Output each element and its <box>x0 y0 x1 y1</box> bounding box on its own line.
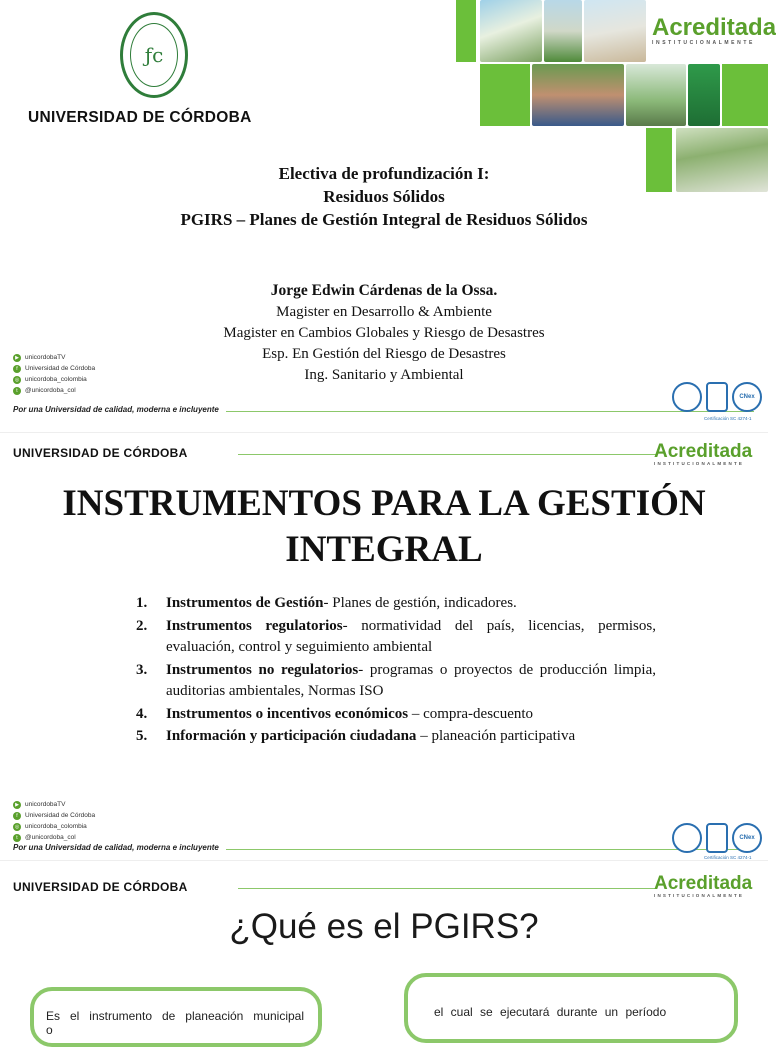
motto: Por una Universidad de calidad, moderna e incluyente <box>13 843 219 852</box>
list-item: 1. Instrumentos de Gestión- Planes de gestión, indicadores. <box>136 595 517 611</box>
list-item: 2. Instrumentos regulatorios- normatividad del país, licencias, permisos, evaluación, control y seguimiento ambiental <box>136 617 656 655</box>
green-accent-bar <box>456 0 476 62</box>
header-divider <box>238 454 656 455</box>
campus-photo <box>584 0 646 62</box>
university-name: UNIVERSIDAD DE CÓRDOBA <box>13 446 188 460</box>
twitter-icon: t <box>13 387 21 395</box>
social-handle[interactable]: Universidad de Córdoba <box>25 812 96 819</box>
campus-photo <box>626 64 686 126</box>
social-handle[interactable]: @unicordoba_col <box>25 387 76 394</box>
seal-initials: ƒc <box>130 23 178 87</box>
title-line: PGIRS – Planes de Gestión Integral de Residuos Sólidos <box>180 210 588 229</box>
title-line: INTEGRAL <box>285 529 483 570</box>
certification-logos <box>672 382 762 412</box>
social-handle[interactable]: Universidad de Córdoba <box>25 365 96 372</box>
author-degrees <box>0 302 768 386</box>
slide-title: ¿Qué es el PGIRS? <box>229 907 539 946</box>
green-accent-bar <box>480 64 530 126</box>
pgirs-slide <box>0 860 768 1037</box>
cert-note: Certificación SC 4274-1 <box>704 416 752 421</box>
title-line: Electiva de profundización I: <box>278 164 490 183</box>
title-line: Residuos Sólidos <box>323 187 445 206</box>
quality-cert-icon <box>672 823 702 853</box>
list-item: 5. Información y participación ciudadana – planeación participativa <box>136 728 576 744</box>
youtube-icon: ▶ <box>13 354 21 362</box>
icontec-cert-icon <box>706 823 728 853</box>
iqnet-cert-icon: CNex <box>732 382 762 412</box>
facebook-icon: f <box>13 812 21 820</box>
course-title <box>0 162 768 231</box>
youtube-icon: ▶ <box>13 801 21 809</box>
social-handle[interactable]: unicordoba_colombia <box>25 823 87 830</box>
social-links <box>13 799 95 843</box>
instruments-list <box>136 593 656 749</box>
accreditation-logo: Acreditada INSTITUCIONALMENTE <box>654 873 753 898</box>
definition-box-left <box>30 987 322 1047</box>
header-divider <box>238 888 656 889</box>
cert-note: Certificación SC 4274-1 <box>704 855 752 860</box>
campus-photo <box>688 64 720 126</box>
accreditation-logo: Acreditada INSTITUCIONALMENTE <box>654 441 753 466</box>
degree-line: Esp. En Gestión del Riesgo de Desastres <box>262 346 506 362</box>
university-seal-logo <box>120 12 188 98</box>
campus-photo <box>544 0 582 62</box>
definition-box-right <box>404 973 738 1043</box>
list-item: 4. Instrumentos o incentivos económicos – compra-descuento <box>136 705 534 722</box>
list-item: 3. Instrumentos no regulatorios- programas o proyectos de producción limpia, auditorias ambientales, Normas ISO <box>136 661 656 699</box>
definition-text: el cual se ejecutará durante un período <box>434 1005 667 1019</box>
social-links <box>13 352 95 396</box>
social-handle[interactable]: unicordobaTV <box>25 801 66 808</box>
quality-cert-icon <box>672 382 702 412</box>
university-name: UNIVERSIDAD DE CÓRDOBA <box>13 880 188 894</box>
instagram-icon: ◎ <box>14 376 20 383</box>
students-photo <box>532 64 624 126</box>
instruments-slide <box>0 432 768 861</box>
social-handle[interactable]: unicordoba_colombia <box>25 376 87 383</box>
instagram-icon: ◎ <box>14 823 20 830</box>
iqnet-cert-icon: CNex <box>732 823 762 853</box>
title-line: INSTRUMENTOS PARA LA GESTIÓN <box>62 483 706 524</box>
definition-text: Es el instrumento de planeación municipal o <box>46 1009 304 1037</box>
author-name: Jorge Edwin Cárdenas de la Ossa. <box>270 282 498 299</box>
degree-line: Magister en Desarrollo & Ambiente <box>276 304 492 320</box>
social-handle[interactable]: unicordobaTV <box>25 354 66 361</box>
facebook-icon: f <box>13 365 21 373</box>
title-slide <box>0 0 776 432</box>
accreditation-logo: Acreditada INSTITUCIONALMENTE <box>652 14 776 46</box>
twitter-icon: t <box>13 834 21 842</box>
green-accent-bar <box>722 64 768 126</box>
motto: Por una Universidad de calidad, moderna e incluyente <box>13 405 219 414</box>
slide-title <box>0 481 768 573</box>
degree-line: Ing. Sanitario y Ambiental <box>304 367 464 383</box>
degree-line: Magister en Cambios Globales y Riesgo de Desastres <box>223 325 545 341</box>
campus-photo <box>480 0 542 62</box>
icontec-cert-icon <box>706 382 728 412</box>
university-name: UNIVERSIDAD DE CÓRDOBA <box>28 109 252 126</box>
social-handle[interactable]: @unicordoba_col <box>25 834 76 841</box>
certification-logos <box>672 823 762 853</box>
